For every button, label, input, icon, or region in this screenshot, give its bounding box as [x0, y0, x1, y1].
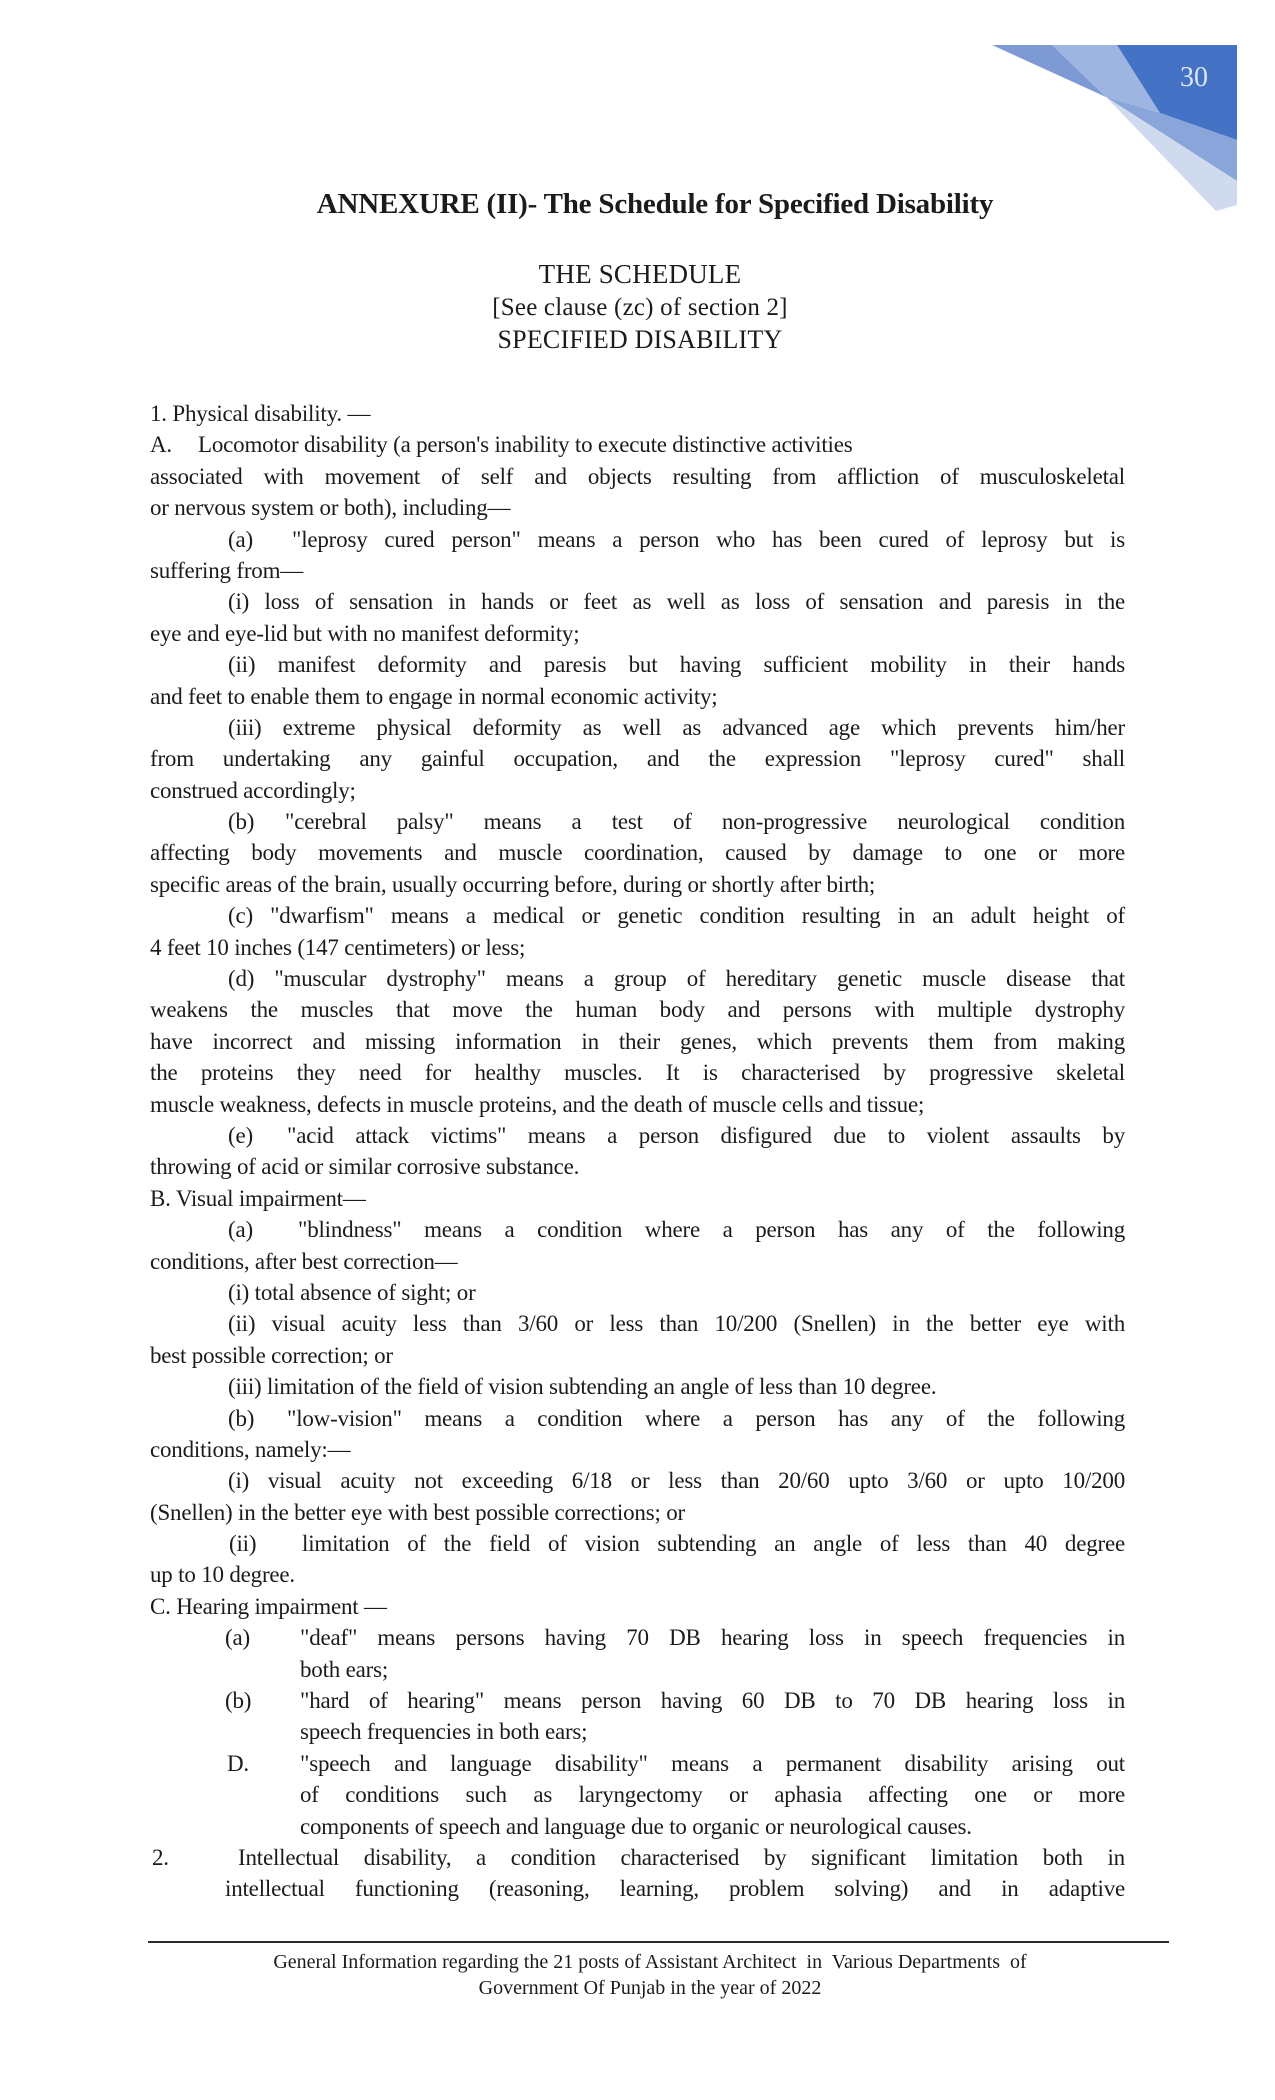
text-line: [150, 555, 1125, 586]
text-line: [150, 524, 1125, 555]
line-text: have incorrect and missing information in their genes, which prevents them from making: [150, 1028, 1125, 1054]
footer-text-line-1: General Information regarding the 21 posts of Assistant Architect in Various Departments of: [273, 1951, 1027, 1973]
line-text: limitation of the field of vision subtending an angle of less than 40 degree: [302, 1531, 1125, 1557]
list-marker: (e): [228, 1122, 253, 1148]
line-text: and feet to enable them to engage in normal economic activity;: [150, 683, 718, 709]
text-line: [150, 900, 1125, 931]
line-text: 1. Physical disability. —: [150, 401, 371, 426]
text-line: [150, 1685, 1125, 1716]
line-text: C. Hearing impairment —: [150, 1593, 387, 1619]
text-line: [150, 1026, 1125, 1057]
line-text: (i) loss of sensation in hands or feet as well as loss of sensation and paresis in the: [228, 589, 1125, 615]
text-line: [150, 775, 1125, 806]
page-number: 30: [1180, 62, 1208, 93]
line-text: (d) "muscular dystrophy" means a group of hereditary genetic muscle disease that: [228, 966, 1125, 992]
text-line: [150, 1748, 1125, 1779]
text-line: [150, 1622, 1125, 1653]
line-text: specific areas of the brain, usually occurring before, during or shortly after birth;: [150, 871, 876, 897]
text-line: [150, 1089, 1125, 1120]
line-text: (c) "dwarfism" means a medical or genetic condition resulting in an adult height of: [228, 903, 1125, 929]
text-line: [150, 586, 1125, 617]
text-line: [150, 1591, 1125, 1622]
line-text: "cerebral palsy" means a test of non-progressive neurological condition: [285, 809, 1125, 835]
line-text: intellectual functioning (reasoning, learning, problem solving) and in adaptive: [225, 1876, 1125, 1902]
line-text: (i) total absence of sight; or: [228, 1279, 476, 1305]
line-text: construed accordingly;: [150, 777, 356, 803]
list-marker: (b): [228, 809, 255, 835]
line-text: (Snellen) in the better eye with best possible corrections; or: [150, 1499, 685, 1525]
line-text: of conditions such as laryngectomy or aphasia affecting one or more: [300, 1782, 1125, 1808]
line-text: "low-vision" means a condition where a person has any of the following: [287, 1405, 1125, 1431]
list-marker: D.: [227, 1750, 249, 1776]
footer-divider: [148, 1941, 1169, 1943]
line-text: weakens the muscles that move the human body and persons with multiple dystrophy: [150, 997, 1125, 1023]
footer-text-line-2: Government Of Punjab in the year of 2022: [478, 1977, 822, 1999]
text-line: [150, 1842, 1125, 1873]
text-line: [150, 1308, 1125, 1339]
line-text: B. Visual impairment—: [150, 1185, 366, 1211]
text-line: [150, 1277, 1125, 1308]
text-line: [150, 1403, 1125, 1434]
line-text: "deaf" means persons having 70 DB hearing loss in speech frequencies in: [300, 1625, 1125, 1651]
line-text: (iii) extreme physical deformity as well as advanced age which prevents him/her: [228, 714, 1125, 740]
list-marker: (a): [228, 1217, 253, 1243]
line-text: associated with movement of self and objects resulting from affliction of musculoskeletal: [150, 463, 1125, 489]
page-title: ANNEXURE (II)- The Schedule for Specified Disability: [316, 188, 994, 220]
line-text: "acid attack victims" means a person disfigured due to violent assaults by: [287, 1122, 1125, 1148]
text-line: [150, 994, 1125, 1025]
line-text: from undertaking any gainful occupation, and the expression "leprosy cured" shall: [150, 746, 1125, 772]
text-line: [150, 1465, 1125, 1496]
line-text: best possible correction; or: [150, 1342, 393, 1368]
line-text: throwing of acid or similar corrosive substance.: [150, 1154, 580, 1180]
line-text: 4 feet 10 inches (147 centimeters) or less;: [150, 934, 526, 960]
line-text: or nervous system or both), including—: [150, 495, 511, 521]
line-text: eye and eye-lid but with no manifest deformity;: [150, 620, 580, 646]
list-marker: A.: [150, 432, 172, 458]
line-text: (i) visual acuity not exceeding 6/18 or less than 20/60 upto 3/60 or upto 10/200: [228, 1468, 1125, 1494]
line-text: (iii) limitation of the field of vision subtending an angle of less than 10 degree.: [228, 1374, 937, 1400]
list-marker: 2.: [152, 1844, 169, 1870]
line-text: conditions, namely:—: [150, 1436, 351, 1462]
text-line: [150, 837, 1125, 868]
text-line: [150, 1716, 1125, 1747]
text-line: [150, 681, 1125, 712]
text-line: [150, 869, 1125, 900]
text-line: [150, 1654, 1125, 1685]
line-text: "leprosy cured person" means a person who has been cured of leprosy but is: [292, 526, 1125, 552]
text-line: [150, 1559, 1125, 1590]
line-text: "speech and language disability" means a permanent disability arising out: [300, 1750, 1125, 1776]
list-marker: (a): [228, 526, 253, 552]
line-text: "blindness" means a condition where a person has any of the following: [298, 1217, 1125, 1243]
text-line: [150, 712, 1125, 743]
text-line: [150, 1528, 1125, 1559]
line-text: Intellectual disability, a condition characterised by significant limitation both in: [238, 1844, 1125, 1870]
schedule-subject: SPECIFIED DISABILITY: [497, 325, 783, 354]
text-line: [150, 743, 1125, 774]
line-text: muscle weakness, defects in muscle proteins, and the death of muscle cells and tissue;: [150, 1091, 925, 1117]
text-line: [150, 1434, 1125, 1465]
list-marker: (a): [225, 1625, 250, 1651]
text-line: [150, 1873, 1125, 1904]
line-text: both ears;: [300, 1656, 389, 1682]
list-marker: (b): [225, 1688, 252, 1714]
text-line: [150, 1151, 1125, 1182]
text-line: [150, 461, 1125, 492]
text-line: [150, 963, 1125, 994]
text-line: [150, 1779, 1125, 1810]
line-text: (ii) manifest deformity and paresis but having sufficient mobility in their hands: [228, 652, 1125, 678]
text-line: [150, 492, 1125, 523]
text-line: [150, 429, 1125, 460]
text-line: [150, 1246, 1125, 1277]
text-line: [150, 1811, 1125, 1842]
line-text: "hard of hearing" means person having 60 DB to 70 DB hearing loss in: [300, 1688, 1125, 1714]
line-text: components of speech and language due to organic or neurological causes.: [300, 1813, 972, 1839]
line-text: up to 10 degree.: [150, 1562, 295, 1588]
text-line: [150, 649, 1125, 680]
text-line: [150, 1371, 1125, 1402]
text-line: [150, 398, 1125, 429]
text-line: [150, 1214, 1125, 1245]
text-line: [150, 1340, 1125, 1371]
clause-reference: [See clause (zc) of section 2]: [492, 294, 788, 321]
document-body: [150, 398, 1125, 1905]
line-text: suffering from—: [150, 557, 304, 583]
line-text: speech frequencies in both ears;: [300, 1719, 588, 1745]
text-line: [150, 618, 1125, 649]
text-line: [150, 1183, 1125, 1214]
line-text: the proteins they need for healthy muscles. It is characterised by progressive skeletal: [150, 1060, 1125, 1086]
line-text: conditions, after best correction—: [150, 1248, 458, 1274]
text-line: [150, 1057, 1125, 1088]
list-marker: (b): [228, 1405, 255, 1431]
text-line: [150, 806, 1125, 837]
line-text: (ii) visual acuity less than 3/60 or less than 10/200 (Snellen) in the better eye with: [228, 1311, 1125, 1337]
line-text: affecting body movements and muscle coordination, caused by damage to one or more: [150, 840, 1125, 866]
text-line: [150, 1497, 1125, 1528]
schedule-heading: THE SCHEDULE: [538, 259, 742, 289]
text-line: [150, 932, 1125, 963]
list-marker: (ii): [229, 1531, 257, 1557]
line-text: Locomotor disability (a person's inability to execute distinctive activities: [198, 432, 853, 458]
text-line: [150, 1120, 1125, 1151]
